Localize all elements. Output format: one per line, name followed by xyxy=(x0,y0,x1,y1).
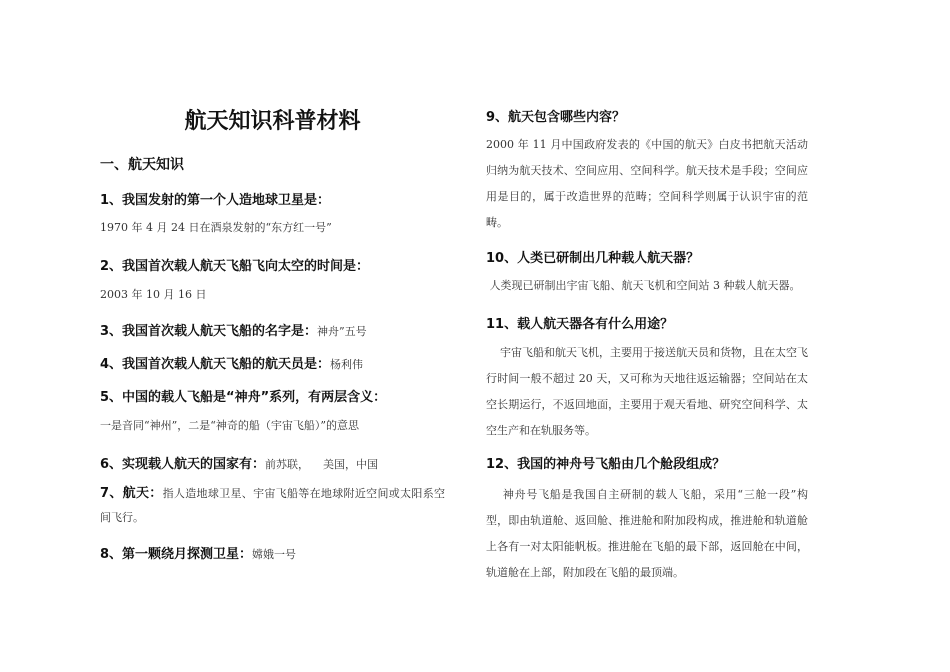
answer-3: 神舟”五号 xyxy=(317,325,367,338)
answer-5: 一是音同“神州”，二是“神奇的船（宇宙飞船）”的意思 xyxy=(100,419,359,432)
question-6-row xyxy=(100,453,378,472)
question-7: 7、航天： xyxy=(100,486,163,501)
question-12: 12、我国的神舟号飞船由几个舱段组成？ xyxy=(486,457,726,472)
answer-1: 1970 年 4 月 24 日在酒泉发射的“东方红一号” xyxy=(100,221,332,234)
answer-6: 前苏联， 美国，中国 xyxy=(265,458,379,471)
question-10: 10、人类已研制出几种载人航天器？ xyxy=(486,251,700,266)
question-11: 11、载人航天器各有什么用途？ xyxy=(486,317,674,332)
answer-9: 2000 年 11 月中国政府发表的《中国的航天》白皮书把航天活动归纳为航天技术、空间应用、空间科学。航天技术是手段；空间应用是目的，属于改造世界的范畴；空间科学则属于认识宇宙的范畴。 xyxy=(486,138,808,229)
question-2: 2、我国首次载人航天飞船飞向太空的时间是： xyxy=(100,259,370,274)
answer-2: 2003 年 10 月 16 日 xyxy=(100,288,207,301)
question-4: 4、我国首次载人航天飞船的航天员是： xyxy=(100,357,331,372)
question-9: 9、航天包含哪些内容？ xyxy=(486,110,626,125)
question-5: 5、中国的载人飞船是“神舟”系列，有两层含义： xyxy=(100,390,387,405)
question-1: 1、我国发射的第一个人造地球卫星是： xyxy=(100,193,331,208)
question-6: 6、实现载人航天的国家有： xyxy=(100,457,266,472)
section-heading: 一、航天知识 xyxy=(100,157,184,173)
question-8-row xyxy=(100,543,296,562)
question-4-row xyxy=(100,353,363,372)
question-8: 8、第一颗绕月探测卫星： xyxy=(100,547,253,562)
answer-11: 宇宙飞船和航天飞机，主要用于接送航天员和货物，且在太空飞行时间一般不超过 20 天，又可称为天地往返运输器；空间站在太空长期运行，不返回地面，主要用于观天看地、研究空间科学、太空生产和在轨服务等。 xyxy=(486,346,808,437)
question-3-row xyxy=(100,320,367,339)
answer-7: 指人造地球卫星、宇宙飞船等在地球附近空间或太阳系空间飞行。 xyxy=(100,487,446,524)
document-title: 航天知识科普材料 xyxy=(184,109,361,134)
answer-8: 嫦娥一号 xyxy=(252,548,297,561)
answer-12: 神舟号飞船是我国自主研制的载人飞船，采用“三舱一段”构型，即由轨道舱、返回舱、推进舱和附加段构成，推进舱和轨道舱上各有一对太阳能帆板。推进舱在飞船的最下部，返回舱在中间，轨道舱在上部，附加段在飞船的最顶端。 xyxy=(486,488,808,579)
answer-10: 人类现已研制出宇宙飞船、航天飞机和空间站 3 种载人航天器。 xyxy=(486,279,801,292)
question-3: 3、我国首次载人航天飞船的名字是： xyxy=(100,324,318,339)
answer-4: 杨利伟 xyxy=(330,358,364,371)
question-7-block xyxy=(100,482,445,530)
